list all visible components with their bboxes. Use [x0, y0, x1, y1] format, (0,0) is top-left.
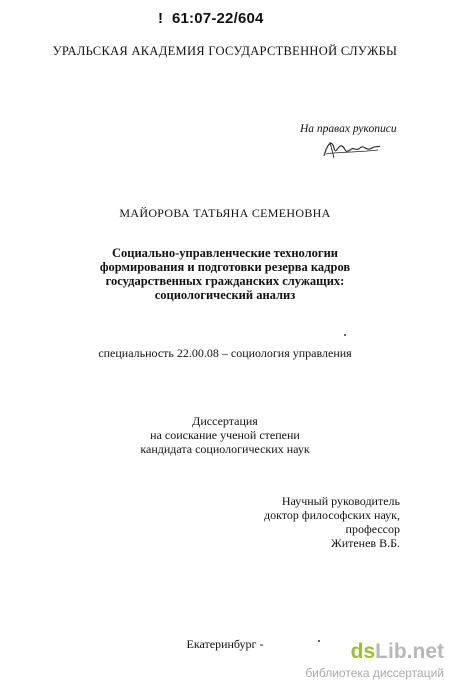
document-code: [158, 10, 264, 27]
supervisor-line: доктор философских наук, профессор: [264, 508, 400, 536]
signature-image: [320, 136, 384, 162]
margin-mark: !: [158, 10, 164, 27]
document-code-text: 61:07-22/604: [171, 10, 264, 27]
city-year: Екатеринбург -: [186, 637, 264, 651]
degree-line: на соискание ученой степени: [150, 428, 300, 442]
title-line: социологический анализ: [154, 288, 296, 302]
author-name: МАЙОРОВА ТАТЬЯНА СЕМЕНОВНА: [119, 206, 331, 220]
scan-speck: [344, 334, 346, 336]
specialty-line: специальность 22.00.08 – социология управления: [98, 346, 352, 360]
manuscript-note: На правах рукописи: [300, 123, 397, 135]
dissertation-title: [60, 246, 390, 302]
degree-line: кандидата социологических наук: [140, 442, 310, 456]
academy-name: УРАЛЬСКАЯ АКАДЕМИЯ ГОСУДАРСТВЕННОЙ СЛУЖБЫ: [52, 44, 398, 58]
supervisor-block: [240, 494, 400, 550]
supervisor-line: Научный руководитель: [281, 494, 400, 508]
watermark-lib: Lib: [375, 640, 407, 663]
title-line: государственных гражданских служащих:: [105, 274, 345, 288]
watermark-net: .net: [406, 640, 444, 663]
title-line: формирования и подготовки резерва кадров: [99, 260, 351, 274]
title-line: Социально-управленческие технологии: [112, 246, 338, 260]
degree-block: [0, 414, 450, 456]
degree-line: Диссертация: [192, 414, 258, 428]
dslib-watermark: [304, 640, 444, 684]
watermark-subtitle: библиотека диссертаций: [305, 666, 444, 680]
supervisor-line: Житенев В.Б.: [330, 536, 400, 550]
watermark-ds: ds: [350, 640, 376, 663]
watermark-logo: [351, 640, 444, 664]
